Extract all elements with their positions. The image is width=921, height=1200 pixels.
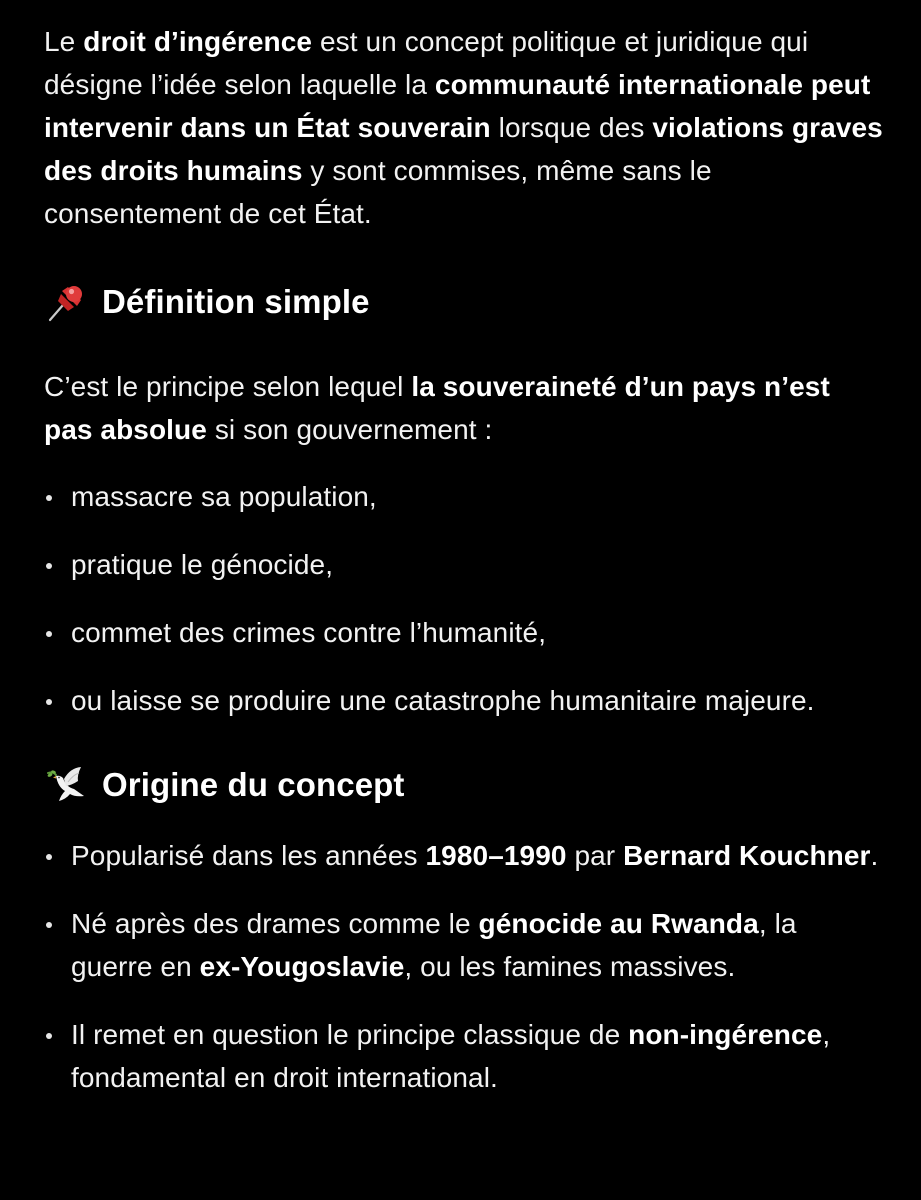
text: Il remet en question le principe classique de: [71, 1019, 629, 1050]
intro-paragraph: [44, 20, 884, 235]
list-item-text: commet des crimes contre l’humanité,: [71, 617, 547, 648]
term-communaute-internationale: communauté internationale peut intervenir dans un État souverain: [44, 69, 871, 143]
term-souverainete: la souveraineté d’un pays n’est pas absolue: [44, 371, 830, 445]
term-genocide-rwanda: génocide au Rwanda: [478, 908, 759, 939]
bullet: [46, 922, 52, 928]
term-droit-ingerence: droit d’ingérence: [83, 26, 313, 57]
definition-paragraph: [44, 365, 884, 451]
list-item: [44, 611, 884, 654]
term-1980-1990: 1980–1990: [425, 840, 567, 871]
origin-heading: [44, 762, 884, 808]
origin-heading-text: Origine du concept: [102, 766, 405, 803]
bullet: [46, 495, 52, 501]
list-item: [44, 543, 884, 586]
dove-icon: [44, 763, 88, 807]
term-bernard-kouchner: Bernard Kouchner: [623, 840, 871, 871]
intro-text-2: est un concept politique et juridique qui désigne l’idée selon laquelle la: [44, 26, 809, 100]
text: Né après des drames comme le: [71, 908, 479, 939]
term-violations-graves: violations graves des droits humains: [44, 112, 883, 186]
pushpin-icon: [44, 280, 88, 324]
list-item: [44, 475, 884, 518]
term-ex-yougoslavie: ex-Yougoslavie: [199, 951, 405, 982]
list-item: [44, 902, 884, 988]
definition-list: [44, 475, 884, 722]
definition-text-1: C’est le principe selon lequel: [44, 371, 412, 402]
bullet: [46, 631, 52, 637]
definition-text-2: si son gouvernement :: [206, 414, 493, 445]
bullet: [46, 563, 52, 569]
intro-text-4: y sont commises, même sans le consentement de cet État.: [44, 155, 712, 229]
bullet: [46, 1033, 52, 1039]
list-item: [44, 834, 884, 877]
intro-text-1: Le: [44, 26, 84, 57]
text: , la guerre en: [71, 908, 797, 982]
term-non-ingerence: non-ingérence: [628, 1019, 823, 1050]
list-item: [44, 679, 884, 722]
list-item: [44, 1013, 884, 1099]
text: , ou les famines massives.: [404, 951, 736, 982]
origin-list: [44, 834, 884, 1099]
bullet: [46, 699, 52, 705]
text: Popularisé dans les années: [71, 840, 426, 871]
list-item-text: ou laisse se produire une catastrophe humanitaire majeure.: [71, 685, 815, 716]
bullet: [46, 854, 52, 860]
text: par: [566, 840, 624, 871]
text: .: [870, 840, 879, 871]
definition-heading: [44, 279, 884, 325]
text: , fondamental en droit international.: [71, 1019, 831, 1093]
list-item-text: pratique le génocide,: [71, 549, 334, 580]
list-item-text: massacre sa population,: [71, 481, 377, 512]
definition-heading-text: Définition simple: [102, 283, 370, 320]
intro-text-3: lorsque des: [490, 112, 653, 143]
article: [44, 20, 884, 1124]
